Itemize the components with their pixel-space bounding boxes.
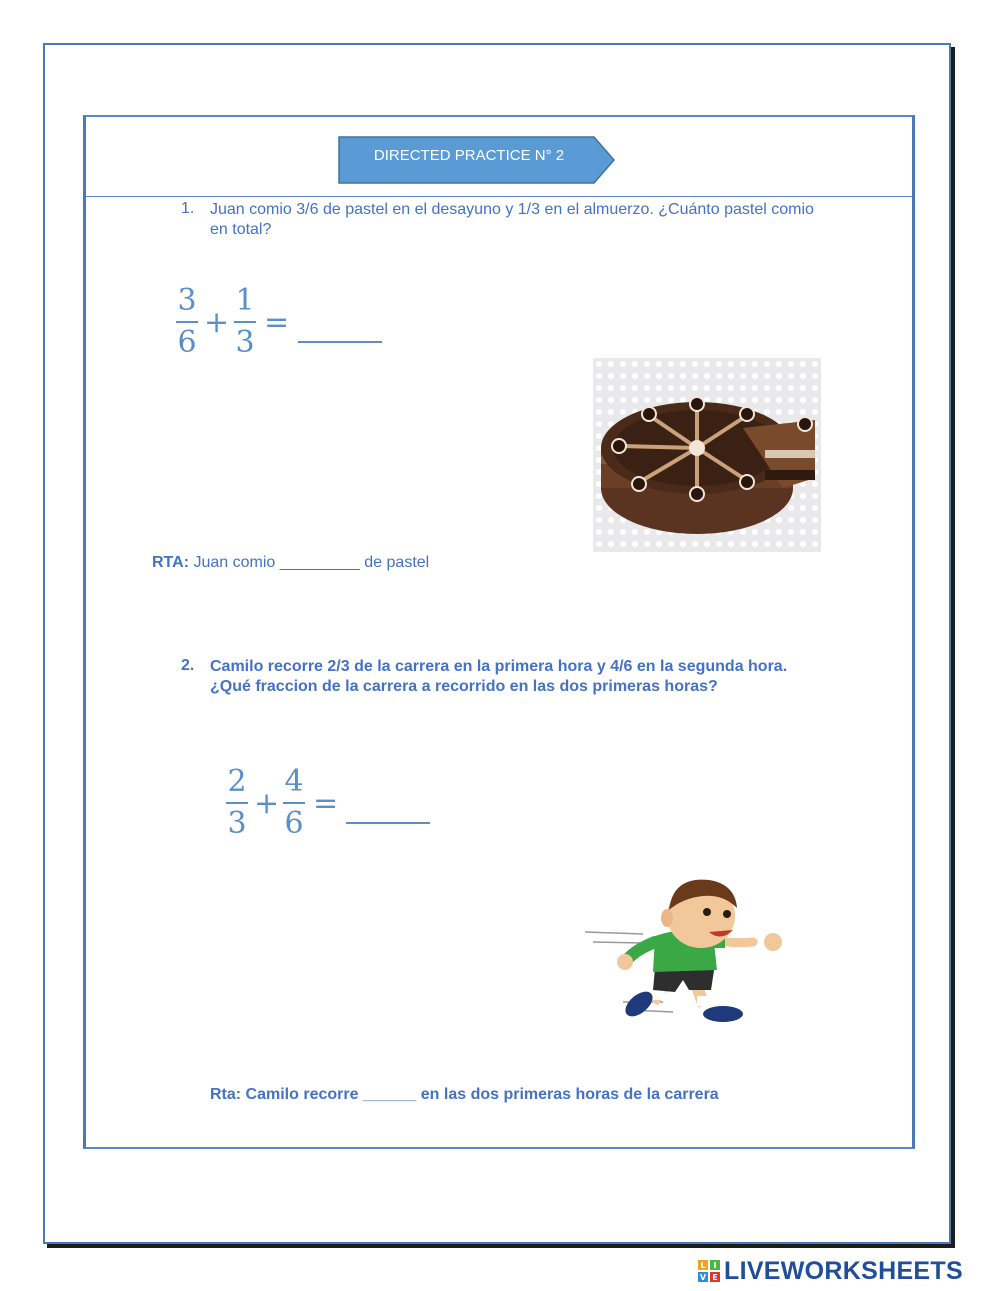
question-1-line-1: Juan comio 3/6 de pastel en el desayuno y 1/3 en el almuerzo. ¿Cuánto pastel comio [210, 201, 814, 218]
numerator: 3 [177, 283, 197, 318]
logo-letter: V [699, 1273, 707, 1282]
cake-image [593, 358, 821, 552]
question-2-line-1: Camilo recorre 2/3 de la carrera en la primera hora y 4/6 en la segunda hora. [210, 658, 788, 675]
numerator: 2 [227, 764, 247, 799]
answer-1-prefix: RTA: [152, 554, 190, 571]
liveworksheets-logo-icon [698, 1260, 720, 1282]
fraction-1a [176, 283, 198, 361]
logo-letter: I [713, 1261, 717, 1270]
fraction-1b [234, 283, 256, 361]
question-2-text [210, 657, 900, 697]
fraction-bar [283, 802, 305, 804]
denominator: 3 [235, 325, 255, 360]
fraction-2a [226, 764, 248, 842]
question-2-line-2: ¿Qué fraccion de la carrera a recorrido en las dos primeras horas? [210, 678, 718, 695]
question-1-number: 1. [181, 200, 195, 217]
answer-1-text: Juan comio _________ de pastel [189, 554, 430, 571]
plus-sign: + [254, 786, 280, 821]
numerator: 4 [284, 764, 304, 799]
answer-1 [152, 554, 429, 572]
question-2-number: 2. [181, 657, 195, 674]
fraction-2b [283, 764, 305, 842]
denominator: 6 [177, 325, 197, 360]
numerator: 1 [235, 283, 255, 318]
fraction-bar [226, 802, 248, 804]
denominator: 3 [227, 806, 247, 841]
answer-2: Rta: Camilo recorre ______ en las dos primeras horas de la carrera [210, 1086, 719, 1103]
logo-letter: L [700, 1261, 706, 1270]
answer-blank-2[interactable] [346, 822, 430, 824]
fraction-bar [176, 321, 198, 323]
equation-1 [176, 283, 396, 367]
fraction-bar [234, 321, 256, 323]
denominator: 6 [284, 806, 304, 841]
equals-sign: = [264, 305, 290, 340]
plus-sign: + [204, 305, 230, 340]
banner-title: DIRECTED PRACTICE N° 2 [373, 147, 565, 164]
runner-image [583, 872, 793, 1028]
header-divider [86, 196, 912, 197]
cake-icon [593, 358, 821, 552]
running-boy-icon [583, 872, 793, 1028]
equals-sign: = [313, 786, 339, 821]
question-1-line-2: en total? [210, 221, 272, 238]
answer-blank-1[interactable] [298, 341, 382, 343]
equation-2 [226, 764, 446, 848]
brand-name: LIVEWORKSHEETS [724, 1257, 963, 1285]
logo-letter: E [712, 1273, 718, 1282]
title-banner [338, 136, 616, 184]
question-1-text [210, 200, 910, 240]
